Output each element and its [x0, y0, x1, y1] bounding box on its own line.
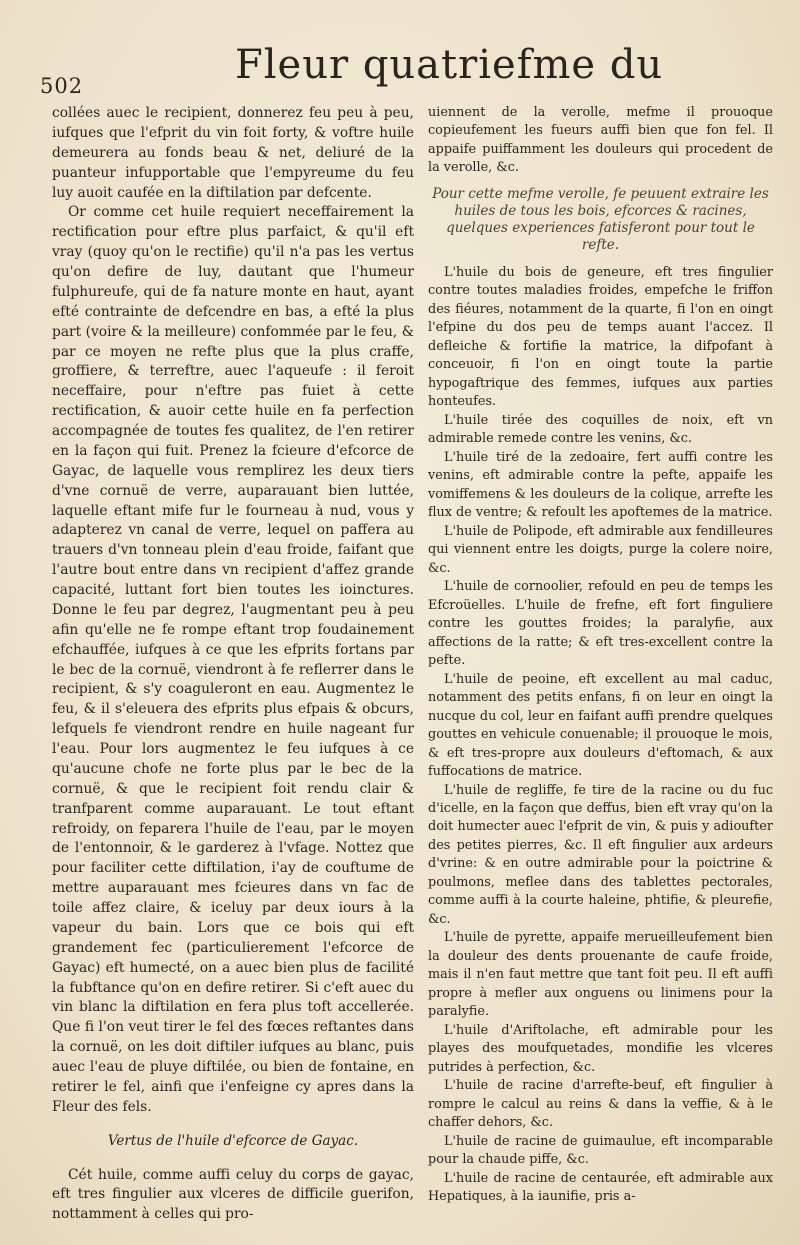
running-title: Fleur quatriefme du	[235, 42, 664, 88]
right-paragraph: L'huile d'Ariftolache, eft admirable pour les playes des moufquetades, mondifie les vlceres putrides à perfection, &c.	[428, 1022, 773, 1075]
right-paragraph: L'huile de cornoolier, refould en peu de temps les Efcroüelles. L'huile de frefne, eft fort finguliere contre les gouttes froides; la paralyfie, aux affections de la ratte; & eft tres-excellent contre la pefte.	[428, 579, 773, 669]
right-paragraph: L'huile tirée des coquilles de noix, eft vn admirable remede contre les venins, &c.	[428, 412, 773, 447]
right-paragraph: L'huile tiré de la zedoaire, fert auffi contre les venins, eft admirable contre la pefte, appaife les vomiffemens & les douleurs de la colique, arrefte les flux de ventre; & refoult les apoftemes de la matrice.	[428, 449, 773, 521]
section-rubric: Pour cette mefme verolle, fe peuuent extraire les huiles de tous les bois, efcorces & racines, quelques experiences fatisferont pour tout le refte.	[432, 185, 769, 253]
right-paragraph: L'huile de Polipode, eft admirable aux fendilleures qui viennent entre les doigts, purge la colere noire, &c.	[428, 523, 773, 576]
right-paragraph: L'huile de pyrette, appaife merueilleufement bien la douleur des dents prouenante de caufe froide, mais il n'en faut mettre que tant foit peu. Il eft auffi propre à mefler aux onguens ou linimens pour la paralyfie.	[428, 930, 773, 1020]
page-number: 502	[40, 74, 84, 98]
right-paragraph: L'huile de regliffe, fe tire de la racine ou du fuc d'icelle, en la façon que deffus, bien eft vray qu'on la doit humecter auec l'efprit de vin, & puis y adioufter des petites pierres, &c. Il eft fingulier aux ardeurs d'vrine: & en outre admirable pour la poictrine & poulmons, meflee dans des tablettes pectorales, comme auffi à la courte haleine, phtifie, & pleurefie, &c.	[428, 782, 773, 927]
left-paragraph: Cét huile, comme auffi celuy du corps de gayac, eft tres fingulier aux vlceres de difficile guerifon, nottamment à celles qui pro-	[52, 1166, 414, 1223]
right-paragraph: L'huile de racine d'arrefte-beuf, eft fingulier à rompre le calcul au reins & dans la veffie, & à le chaffer dehors, &c.	[428, 1078, 773, 1131]
left-paragraph: collées auec le recipient, donnerez feu peu à peu, iufques que l'efprit du vin foit forty, & voftre huile demeurera au fonds beau & net, deliuré de la puanteur infupportable que l'empyreume du feu luy auoit caufée en la diftilation par defcente.	[52, 105, 414, 201]
right-paragraph: uiennent de la verolle, mefme il prouoque copieufement les fueurs auffi bien que fon fel. Il appaife puiffamment les douleurs qui procedent de la verolle, &c.	[428, 105, 773, 176]
right-paragraph: L'huile de peoine, eft excellent au mal caduc, notamment des petits enfans, fi on leur en oingt la nucque du col, leur en faifant auffi prendre quelques gouttes en vehicule conuenable; il prouoque le mois, & eft tres-propre aux douleurs d'eftomach, & aux fuffocations de matrice.	[428, 671, 773, 780]
section-rubric: Vertus de l'huile d'efcorce de Gayac.	[107, 1132, 359, 1149]
right-paragraph: L'huile de racine de guimaulue, eft incomparable pour la chaude piffe, &c.	[428, 1133, 773, 1168]
left-paragraph: Or comme cet huile requiert neceffairement la rectification pour eftre plus parfaict, & qu'il eft vray (quoy qu'on le rectifie) qu'il n'a pas les vertus qu'on defire de luy, dautant que l'humeur fulphureufe, qui de fa nature monte en haut, ayant efté contrainte de defcendre en bas, a efté la plus part (voire & la meilleure) confommée par le feu, & par ce moyen ne refte plus que la plus craffe, groffiere, & terreftre, auec l'aqueufe : il feroit neceffaire, pour n'eftre pas fuiet à cette rectification, & auoir cette huile en fa perfection accompagnée de toutes fes qualitez, de l'en retirer en la façon qui fuit. Prenez la fcieure d'efcorce de Gayac, de laquelle vous remplirez les deux tiers d'vne cornuë de verre, auparauant bien luttée, laquelle eftant mife fur le fourneau à nud, vous y adapterez vn canal de verre, lequel on paffera au trauers d'vn tonneau plein d'eau froide, faifant que l'autre bout entre dans vn recipient d'affez grande capacité, luttant fort bien toutes les ioinctures. Donne le feu par degrez, l'augmentant peu à peu afin qu'elle ne fe rompe eftant trop foudainement efchauffée, iufques à ce que les efprits fortans par le bec de la cornuë, viendront à fe reflerrer dans le recipient, & s'y coaguleront en eau. Augmentez le feu, & il s'eleuera des efprits plus efpais & obcurs, lefquels fe viendront rendre en huile nageant fur l'eau. Pour lors augmentez le feu iufques à ce qu'aucune chofe ne forte plus par le bec de la cornuë, & que le recipient foit rendu clair & tranfparent comme auparauant. Le tout eftant refroidy, on feparera l'huile de l'eau, par le moyen de l'entonnoir, & le garderez à l'vfage. Nottez que pour faciliter cette diftilation, i'ay de couftume de mettre auparauant mes fcieures dans vn fac de toile affez claire, & iceluy par deux iours à la vapeur du bain. Lors que ce bois qui eft grandement fec (particulierement l'efcorce de Gayac) eft humecté, on a auec bien plus de facilité la fubftance qu'on en defire retirer. Si c'eft auec du vin blanc la diftilation en fera plus toft accellerée. Que fi l'on veut tirer le fel des fœces reftantes dans la cornuë, on les doit diftiler iufques au blanc, puis auec l'eau de pluye diftilée, ou bien de fontaine, en retirer le fel, ainfi que i'enfeigne cy apres dans la Fleur des fels.	[52, 204, 414, 1115]
right-column	[428, 104, 773, 1207]
right-paragraph: L'huile du bois de geneure, eft tres fingulier contre toutes maladies froides, empefche le friffon des fiéures, notamment de la quarte, fi l'on en oingt l'efpine du dos peu de temps auant l'accez. Il defleiche & fortifie la matrice, la difpofant à conceuoir, fi l'on en oingt toute la partie hypogaftrique des femmes, iufques aux parties honteufes.	[428, 264, 773, 410]
right-paragraph: L'huile de racine de centaurée, eft admirable aux Hepatiques, à la iaunifie, pris a-	[428, 1170, 773, 1205]
left-column	[52, 104, 414, 1225]
page-header	[40, 40, 780, 100]
